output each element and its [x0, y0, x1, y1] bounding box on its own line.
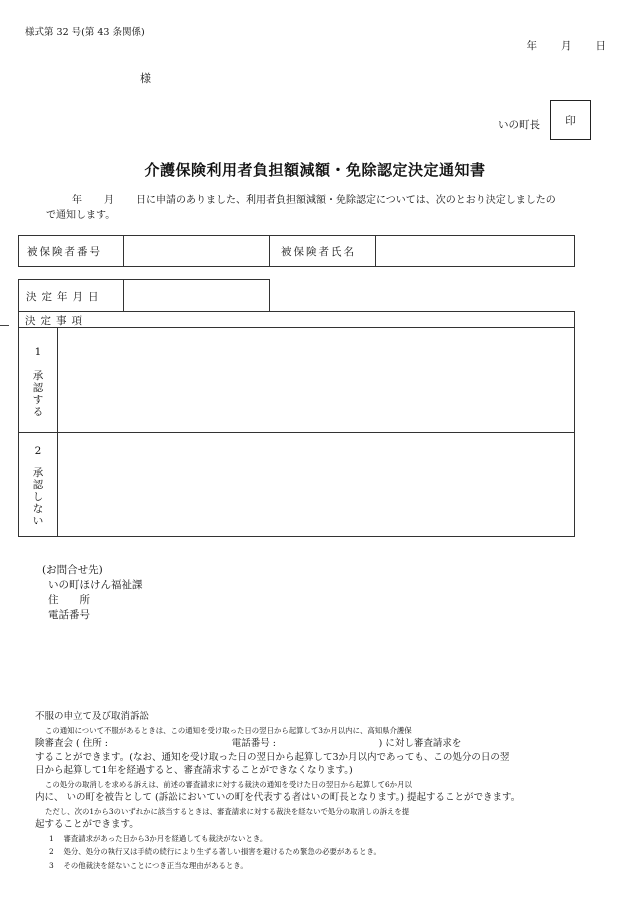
contact-heading: (お問合せ先) — [42, 564, 103, 576]
date-day-label: 日 — [595, 40, 606, 52]
insured-name-label-cell — [269, 235, 376, 267]
appeal-item: 1 審査請求があった日から3か月を経過しても裁決がないとき。 — [49, 833, 268, 843]
contact-block — [42, 563, 143, 623]
decision-date-field[interactable] — [123, 279, 270, 312]
approve-label: 承認する — [32, 370, 44, 418]
margin-mark — [0, 325, 9, 326]
appeal-notice — [35, 710, 613, 872]
issuer-name: いの町長 — [498, 119, 540, 131]
date-month-label: 月 — [561, 40, 572, 52]
contact-department: いの町ほけん福祉課 — [48, 579, 143, 591]
addressee-suffix: 様 — [140, 72, 151, 85]
appeal-p2-line2: 内に、 いの町を被告として (訴訟においていの町を代表する者はいの町長となります。) 提起することができます。 — [35, 792, 521, 803]
intro-text — [46, 193, 611, 223]
appeal-heading: 不服の申立て及び取消訴訟 — [35, 711, 150, 722]
approve-number: 1 — [34, 346, 42, 358]
insured-number-label: 被保険者番号 — [27, 246, 102, 258]
appeal-p1-line4: 日から起算して1年を経過すると、審査請求することができなくなります。) — [35, 765, 353, 776]
decision-date-label-cell — [18, 279, 124, 312]
appeal-p1-line2: 険審査会 ( 住所 : 電話番号 : ) に対し審査請求を — [35, 738, 462, 749]
intro-text-line1: 日に申請のありました、利用者負担額減額・免除認定については、次のとおり決定しましたの — [136, 195, 556, 206]
date-line — [503, 38, 607, 53]
insured-name-field[interactable] — [375, 235, 575, 267]
decision-items-label: 決定事項 — [25, 315, 87, 327]
deny-number: 2 — [34, 445, 42, 457]
approve-content-field[interactable] — [57, 327, 575, 433]
intro-text-line2: で通知します。 — [46, 210, 116, 221]
form-number: 様式第 32 号(第 43 条関係) — [25, 27, 145, 38]
intro-year-label: 年 — [72, 195, 82, 206]
date-year-label: 年 — [526, 40, 537, 52]
document-title: 介護保険利用者負担額減額・免除認定決定通知書 — [144, 161, 486, 179]
appeal-p3-line2: 起することができます。 — [35, 819, 139, 830]
contact-address-label: 住 所 — [48, 594, 90, 606]
deny-label-cell — [18, 432, 58, 537]
approve-label-cell — [18, 327, 58, 433]
appeal-item: 3 その他裁決を経ないことにつき正当な理由があるとき。 — [49, 860, 248, 870]
decision-items-header — [18, 311, 575, 328]
seal-box — [550, 100, 591, 140]
appeal-item: 2 処分、処分の執行又は手続の続行により生ずる著しい損害を避けるため緊急の必要があるとき。 — [49, 847, 381, 856]
seal-label: 印 — [565, 114, 576, 127]
insured-number-field[interactable] — [123, 235, 270, 267]
deny-label: 承認しない — [32, 467, 44, 527]
deny-content-field[interactable] — [57, 432, 575, 537]
appeal-p1-line3: することができます。(なお、通知を受け取った日の翌日から起算して3か月以内であっても、この処分の日の翌 — [35, 751, 510, 763]
appeal-p1-line1: この通知について不服があるときは、この通知を受け取った日の翌日から起算して3か月以内に、高知県介護保 — [45, 725, 412, 735]
intro-month-label: 月 — [104, 195, 114, 206]
insured-name-label: 被保険者氏名 — [281, 246, 356, 258]
insured-number-label-cell — [18, 235, 124, 267]
appeal-p3-line1: ただし、次の1から3のいずれかに該当するときは、審査請求に対する裁決を経ないで処分の取消しの訴えを提 — [45, 806, 410, 816]
appeal-p2-line1: この処分の取消しを求める訴えは、前述の審査請求に対する裁決の通知を受けた日の翌日から起算して6か月以 — [45, 779, 412, 789]
decision-date-label: 決定年月日 — [26, 291, 104, 303]
contact-phone-label: 電話番号 — [48, 609, 90, 621]
